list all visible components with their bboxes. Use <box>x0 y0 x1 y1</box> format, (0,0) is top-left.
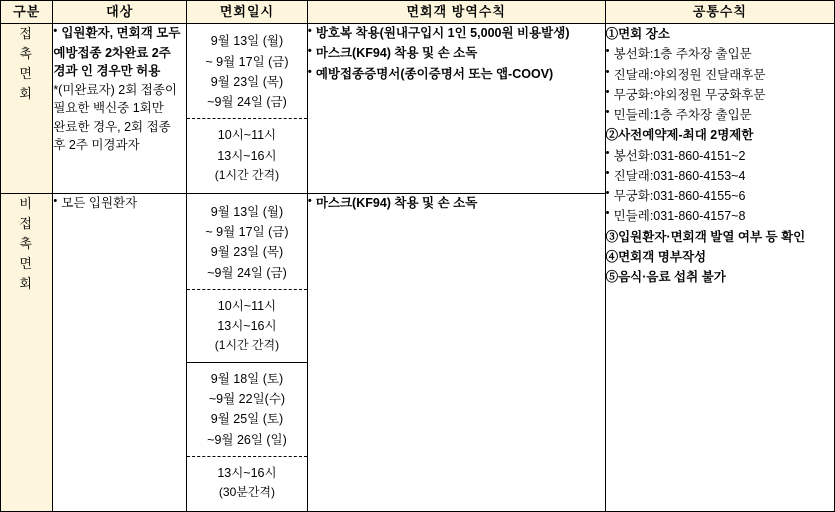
common-sub-item: • 민들레:1층 주차장 출입문 <box>606 105 834 125</box>
common-sub-item: • 민들레:031-860-4157~8 <box>606 206 834 226</box>
category-char: 면 <box>19 255 34 271</box>
time-block <box>187 457 307 509</box>
time-line: 10시~11시 <box>217 298 277 313</box>
common-rules-cell <box>605 24 834 512</box>
time-interval-note: (1시간 간격) <box>214 338 280 353</box>
rule-item: • 마스크(KF94) 착용 및 손 소독 <box>308 194 605 213</box>
time-line: 13시~16시 <box>217 465 277 480</box>
time-line: 10시~11시 <box>217 128 277 143</box>
target-line: 후 2주 미경과자 <box>53 138 140 152</box>
common-heading: ①면회 장소 <box>605 27 670 41</box>
category-noncontact-visit <box>1 193 53 511</box>
target-line: 예방접종 2차완료 2주 <box>53 45 171 60</box>
common-heading: ③입원환자·면회객 발열 여부 등 확인 <box>605 229 806 244</box>
target-line: • 입원환자, 면회객 모두 <box>53 24 186 43</box>
date-line: 9월 13일 (월) <box>210 34 284 49</box>
target-line: 필요한 백신중 1회만 <box>53 101 164 115</box>
time-line: 13시~16시 <box>217 319 277 334</box>
target-line: • 모든 입원환자 <box>53 194 186 213</box>
date-line: ~ 9월 17일 (금) <box>205 54 289 69</box>
common-heading: ②사전예약제-최대 2명제한 <box>605 128 754 143</box>
table-header-row <box>1 1 835 24</box>
date-line: ~9월 26일 (일) <box>207 432 287 447</box>
time-line: 13시~16시 <box>217 148 277 163</box>
category-char: 비 <box>19 195 34 211</box>
date-line: 9월 18일 (토) <box>210 371 284 386</box>
category-char: 회 <box>19 86 34 102</box>
date-block <box>187 363 307 456</box>
header-datetime: 면회일시 <box>187 1 308 24</box>
target-contact-visit <box>53 24 187 194</box>
common-heading: ④면회객 명부작성 <box>605 249 707 264</box>
date-block <box>187 196 307 289</box>
rule-item: • 예방접종증명서(종이증명서 또는 앱-COOV) <box>308 65 605 84</box>
common-sub-item: • 진달래:야외정원 진달래후문 <box>606 65 834 85</box>
date-block <box>187 25 307 118</box>
category-char: 회 <box>19 276 34 292</box>
date-line: 9월 23일 (목) <box>210 245 284 260</box>
target-line: *(미완료자) 2회 접종이 <box>53 82 178 97</box>
date-line: 9월 13일 (월) <box>210 204 284 219</box>
time-block <box>187 290 307 362</box>
visitor-rules-contact-visit <box>307 24 605 194</box>
category-char: 접 <box>19 215 34 231</box>
datetime-contact-visit <box>187 24 308 194</box>
common-sub-item: • 봉선화:031-860-4151~2 <box>606 146 834 166</box>
date-line: ~9월 22일(수) <box>208 392 286 407</box>
date-line: ~9월 24일 (금) <box>207 265 287 280</box>
time-interval-note: (30분간격) <box>218 485 276 500</box>
common-sub-item: • 봉선화:1층 주차장 출입문 <box>606 44 834 64</box>
date-line: 9월 25일 (토) <box>210 412 284 427</box>
category-char: 촉 <box>19 46 34 62</box>
datetime-noncontact-visit <box>187 193 308 511</box>
visitor-rules-noncontact-visit <box>307 193 605 511</box>
common-sub-item: • 진달래:031-860-4153~4 <box>606 166 834 186</box>
header-visitor-rules: 면회객 방역수칙 <box>307 1 605 24</box>
rule-item: • 방호복 착용(원내구입시 1인 5,000원 비용발생) <box>308 24 605 43</box>
time-block <box>187 119 307 191</box>
target-noncontact-visit <box>53 193 187 511</box>
rule-item: • 마스크(KF94) 착용 및 손 소독 <box>308 44 605 63</box>
header-common-rules: 공통수칙 <box>605 1 834 24</box>
category-contact-visit <box>1 24 53 194</box>
category-char: 접 <box>19 26 34 41</box>
time-interval-note: (1시간 간격) <box>214 167 280 182</box>
target-line: 완료한 경우, 2회 접종 <box>53 119 171 134</box>
target-line: 경과 인 경우만 허용 <box>53 64 161 78</box>
category-char: 면 <box>19 66 34 82</box>
common-heading: ⑤음식·음료 섭취 불가 <box>605 270 726 284</box>
category-char: 촉 <box>19 235 34 251</box>
date-line: ~ 9월 17일 (금) <box>205 225 289 240</box>
date-line: ~9월 24일 (금) <box>207 95 287 110</box>
header-category: 구분 <box>1 1 53 24</box>
date-line: 9월 23일 (목) <box>210 74 284 89</box>
table-row <box>1 24 835 194</box>
header-target: 대상 <box>53 1 187 24</box>
common-sub-item: • 무궁화:야외정원 무궁화후문 <box>606 85 834 105</box>
common-sub-item: • 무궁화:031-860-4155~6 <box>606 186 834 206</box>
